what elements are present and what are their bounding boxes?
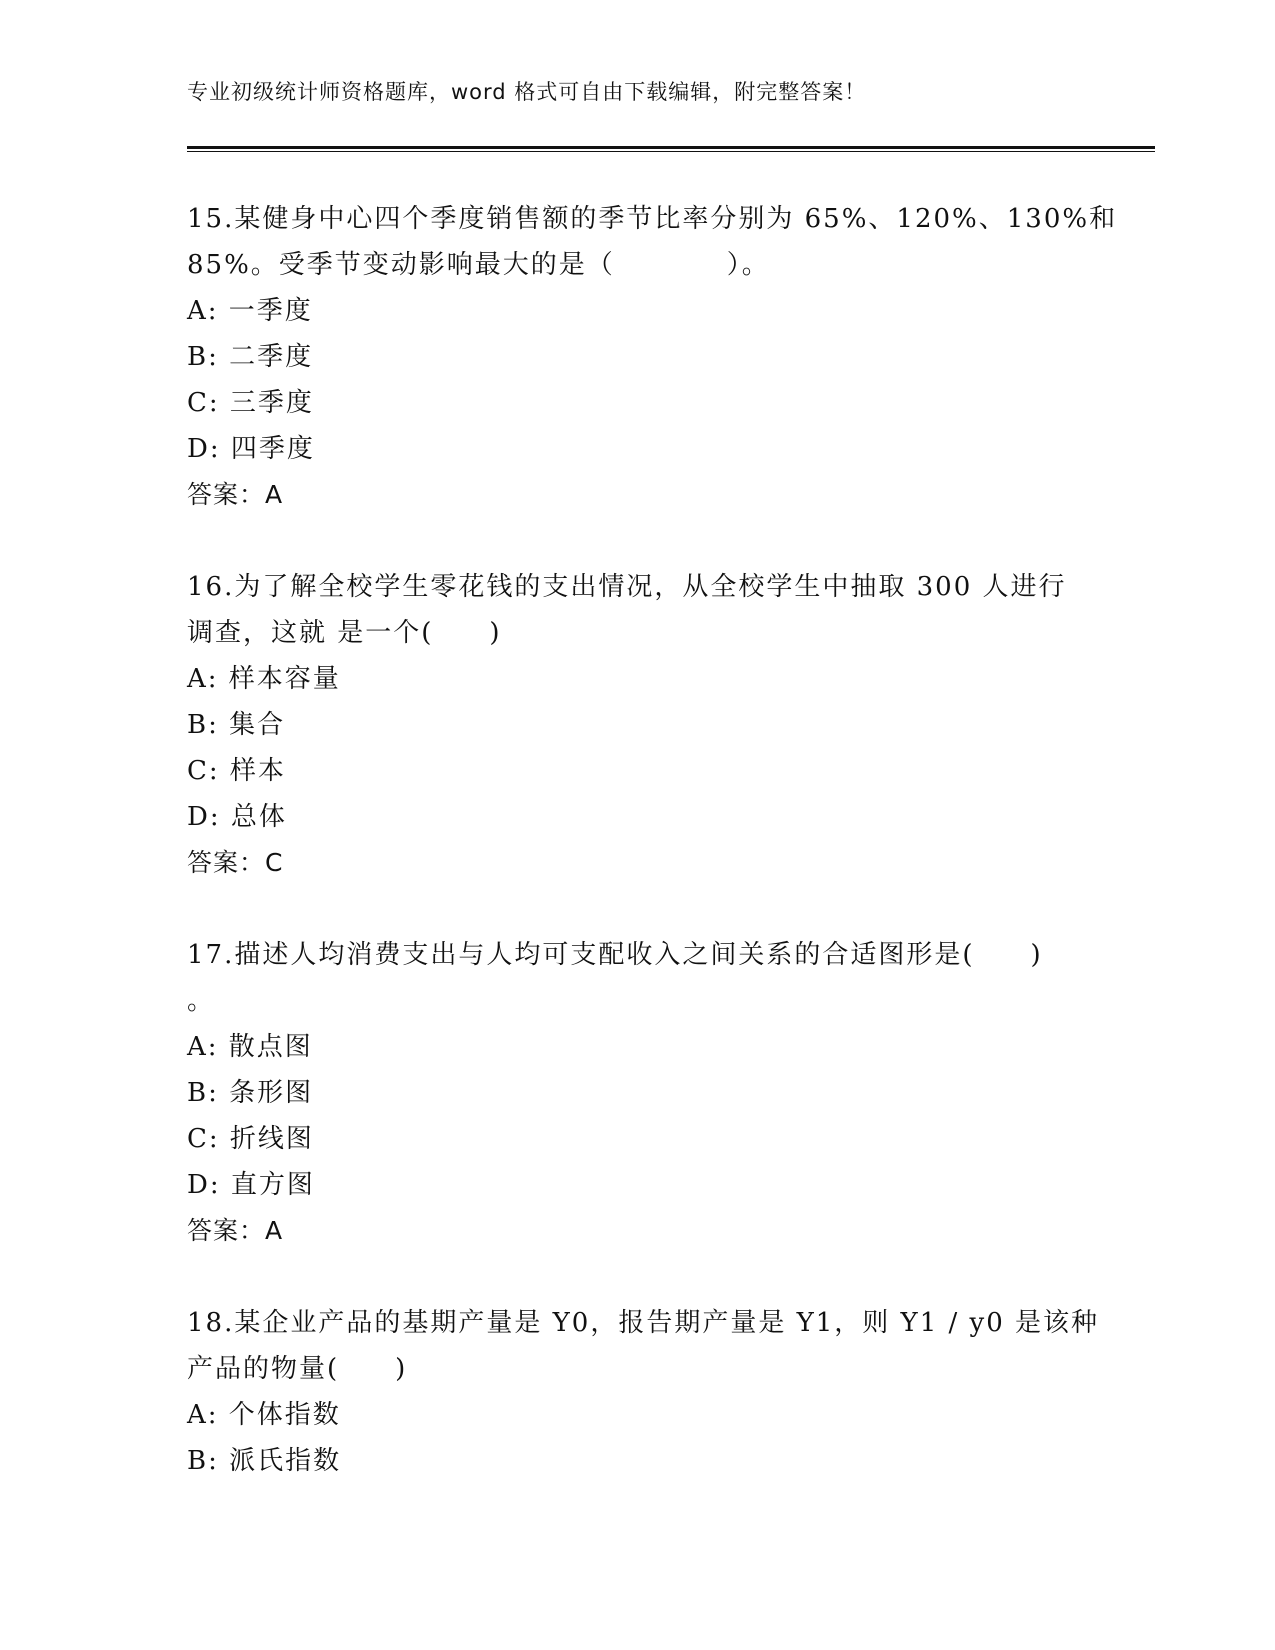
option-b: B: 条形图 [187,1078,314,1108]
option-d: D: 四季度 [187,434,315,464]
header-rule-thick [187,146,1155,149]
option-b: B: 二季度 [187,342,314,372]
option-b: B: 集合 [187,710,286,740]
option-a: A: 样本容量 [187,664,341,694]
question-stem-line: 。 [187,986,216,1016]
question-stem-line: 17.描述人均消费支出与人均可支配收入之间关系的合适图形是( ) [187,940,1043,970]
option-d: D: 总体 [187,802,287,832]
question-stem-line: 15.某健身中心四个季度销售额的季节比率分别为 65%、120%、130%和 [187,204,1118,234]
question-15 [187,196,1118,518]
option-c: C: 样本 [187,756,286,786]
question-stem-line: 85%。受季节变动影响最大的是（ ）。 [187,250,770,280]
option-a: A: 个体指数 [187,1400,341,1430]
option-d: D: 直方图 [187,1170,315,1200]
header-rule-thin [187,151,1155,152]
answer-line: 答案：A [187,480,284,509]
page-header: 专业初级统计师资格题库，word 格式可自由下载编辑，附完整答案！ [187,80,867,104]
option-c: C: 三季度 [187,388,314,418]
option-b: B: 派氏指数 [187,1446,342,1476]
option-a: A: 一季度 [187,296,313,326]
question-18 [187,1300,1100,1484]
answer-line: 答案：C [187,848,284,877]
answer-line: 答案：A [187,1216,284,1245]
question-16 [187,564,1077,886]
question-stem-line: 16.为了解全校学生零花钱的支出情况，从全校学生中抽取 300 人进行 [187,572,1067,602]
option-c: C: 折线图 [187,1124,314,1154]
option-a: A: 散点图 [187,1032,313,1062]
question-17 [187,932,1077,1254]
question-stem-line: 产品的物量( ) [187,1354,408,1384]
question-stem-line: 18.某企业产品的基期产量是 Y0，报告期产量是 Y1，则 Y1 / y0 是该种 [187,1308,1100,1338]
question-stem-line: 调查，这就 是一个( ) [187,618,502,648]
